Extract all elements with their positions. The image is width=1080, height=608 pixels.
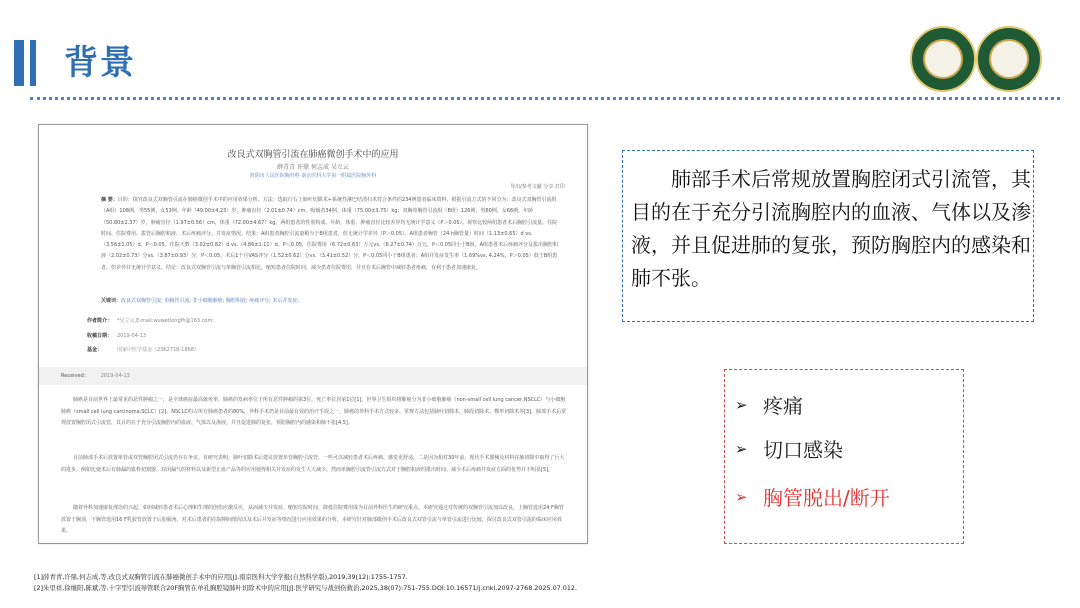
bullet-label: 切口感染	[763, 438, 843, 462]
summary-text: 肺部手术后常规放置胸腔闭式引流管，其目的在于充分引流胸腔内的血液、气体以及渗液，并且促进肺的复张，预防胸腔内的感染和肺不张。	[631, 167, 1031, 290]
article-paragraph: 目前肺部手术后放置单管或双管胸腔闭式引流仍存在争议。有研究表明，肺叶切除术后建议放置单管胸腔引流管，一些可以减轻患者术后疼痛、感觉更舒适、二是因为相对30年前，现代手术器械及材料在肺切除中取得了巨大的进步，例如比使术后有肺漏的血栓切割器、封闭漏气的材料以及新型止血产品等的应用使得相关并发症的发生大大减少。然而单胸腔引流管引流方式对于胸腔积液的排出时间、减少术后疼痛并发症方面的优势并不明显[5]。	[61, 455, 565, 473]
reference-item: [2]朱里祥,徐继阳,陈斌,等.十字型引流导管联合20F胸管在单孔胸腔镜肺叶切除术中的应用[J].医学研究与战创伤救治,2025,38(07):751-755.DOI:10.16571/j.cnki.2097-2768.2025.07.012.	[34, 583, 577, 592]
article-screenshot	[38, 124, 588, 544]
keywords-label: 关键词：	[101, 298, 122, 304]
references	[34, 572, 577, 593]
keywords-links[interactable]: 改良式双胸管引流; 单胸管引流; 非小细胞肺癌; 胸腔积液; 疼痛评分; 术后并发症;	[121, 298, 300, 304]
abstract-text: 目的：探究改良式双胸管引流在肺癌微创手术中的应用效果分析。方法：选取行右上肺叶切除术+系统性淋巴结清扫术符合条件的234例患者临床资料，根据引流方式的不同分为：改良式双胸管引流组（A组）108例，男55例，女53例，年龄（49.00±4.23）岁，肿瘤直径（2.01±0.74）cm，吸烟者34例，体重（75.00±3.75）kg；双胸单胸管引流组（B组）126例，男60例，女66例，年龄（50.80±2.37）岁，肿瘤直径（1.97±0.56）cm，体重（72.00±4.67）kg。两组患者的性别构成、年龄、体重、肿瘤直径比较差异均无统计学意义（P＞0.05）。观察比较两组患者术后胸腔引流量、住院时间、住院费用、拔管后胸腔积液、术后疼痛评分、并发症情况。结果：A组患者胸腔引流量稍少于B组患者，但无统计学差异（P＞0.05）。A组患者胸管（24 h胸管量）时间（1.13±0.65）d vs.（3.56±1.05）d，P＜0.05，住院天数（3.02±0.82）d vs.（4.86±1.11）d，P＜0.05，住院费用（6.72±0.63）万元vs.（6.27±0.74）万元，P＜0.05同小于B组。A组患者术后疼痛评分及拔出胸腔积液（2.02±0.73）分vs.（3.87±0.93）分，P＜0.05，术后1个月VAS评分（1.52±0.62）分vs.（3.41±0.52）分，P＜0.05同小于B组患者；A组并发症发生率（1.69%vs. 4.24%，P＞0.05）低于B组患者，但差异并无统计学意义。结论：改良式双胸管引流与单胸管引流相比，缩短患者住院时间，减少患者住院费用，并且在术后胸管中减轻患者疼痛，有利于患者加速康复。	[101, 197, 558, 271]
header-accent-bar-thin	[30, 40, 36, 86]
article-keywords	[101, 297, 561, 304]
meta-fund	[87, 346, 199, 353]
bullet-label: 疼痛	[763, 394, 803, 418]
article-authors: 薛青青 许鼎 何志成 吴立云	[277, 164, 349, 171]
meta-received-date	[87, 332, 146, 339]
bullet-label: 胸管脱出/断开	[763, 486, 890, 510]
abstract-label: 摘 要：	[101, 197, 118, 203]
bullet-item-highlight	[735, 482, 890, 511]
reference-item: [1]薛青青,许鼎,何志成,等.改良式双胸管引流在肺癌微创手术中的应用[J].南京医科大学学报(自然科学版),2019,39(12):1755-1757.	[34, 573, 408, 581]
bullet-item	[735, 390, 803, 419]
article-paragraph: 随着外科加速康复理念的兴起，如何减轻患者术后心理和生理的创伤应激反应，从而减少并发症、缩短住院时间，降低住院费用成为目前外科医生的研究重点。本研究通过对传统的双胸管引流加以改良，上胸管选用24 F胸管放置于胸顶，下胸管选用16 F乳胶管放置于后肋膈角，对术后患者的住院期间情况以及术后并发症等情况进行应用效果的分析，本研究针对肺部微创手术后改良式双管引流与单管引流进行比较，探讨改良式双管引流的临床应用效果。	[61, 505, 564, 534]
arrow-right-icon: ➢	[735, 487, 748, 506]
article-paragraph: 肺癌是目前世界上最常见的恶性肿瘤之一，是全球癌症最高致死率，肺癌的发病率位于所有恶性肿瘤的第3位，死亡率位居第1位[1]。世界卫生组织将肺癌分为非小细胞肺癌（non-small cell lung cancer,NSCLC）与小细胞肺癌（small cell lung carcinoma,SCLC）[2]，NSCLC约占所有肺癌患者的80%，外科手术仍是目前最有效的治疗手段之一。肺癌的外科手术方式较多，常规方法包括肺叶切除术、肺段切除术、楔形切除术等[3]，肺部手术后常规放置胸腔闭式引流管，其目的在于充分引流胸腔内的血液、气体以及渗液，并且促进肺的复张，预防胸腔内的感染和肺不张[4,5]。	[61, 397, 567, 426]
arrow-right-icon: ➢	[735, 439, 748, 458]
complications-box	[724, 369, 964, 544]
university-logo-icon	[910, 26, 976, 92]
received-label: Received：	[61, 373, 89, 379]
article-abstract	[101, 195, 561, 274]
hospital-logo-icon	[976, 26, 1042, 92]
header-accent-bar	[14, 40, 24, 86]
arrow-right-icon: ➢	[735, 395, 748, 414]
page-title: 背景	[64, 43, 136, 83]
meta-key: 基金：	[87, 347, 103, 353]
received-value: 2019-04-13	[100, 373, 130, 379]
meta-value: 2019-04-13	[117, 333, 147, 339]
summary-textbox	[622, 150, 1034, 322]
article-toolbar[interactable]: 导出/参考文献 分享 打印	[510, 184, 565, 190]
meta-value: *吴立云,E-mail:wuwetlongfh@163.com;	[117, 318, 215, 324]
meta-key: 收稿日期：	[87, 333, 113, 339]
header-divider	[30, 97, 1060, 100]
meta-value: 国家中医学基金（23K2718-1868）	[117, 347, 199, 353]
received-row	[61, 372, 130, 379]
meta-author-info	[87, 317, 214, 324]
meta-key: 作者简介：	[87, 318, 113, 324]
article-title: 改良式双胸管引流在肺癌微创手术中的应用	[227, 150, 399, 160]
bullet-item	[735, 434, 843, 463]
article-affiliations: 淮阴市人民医院胸外科 南京医科大学第一附属医院胸外科	[249, 173, 377, 179]
